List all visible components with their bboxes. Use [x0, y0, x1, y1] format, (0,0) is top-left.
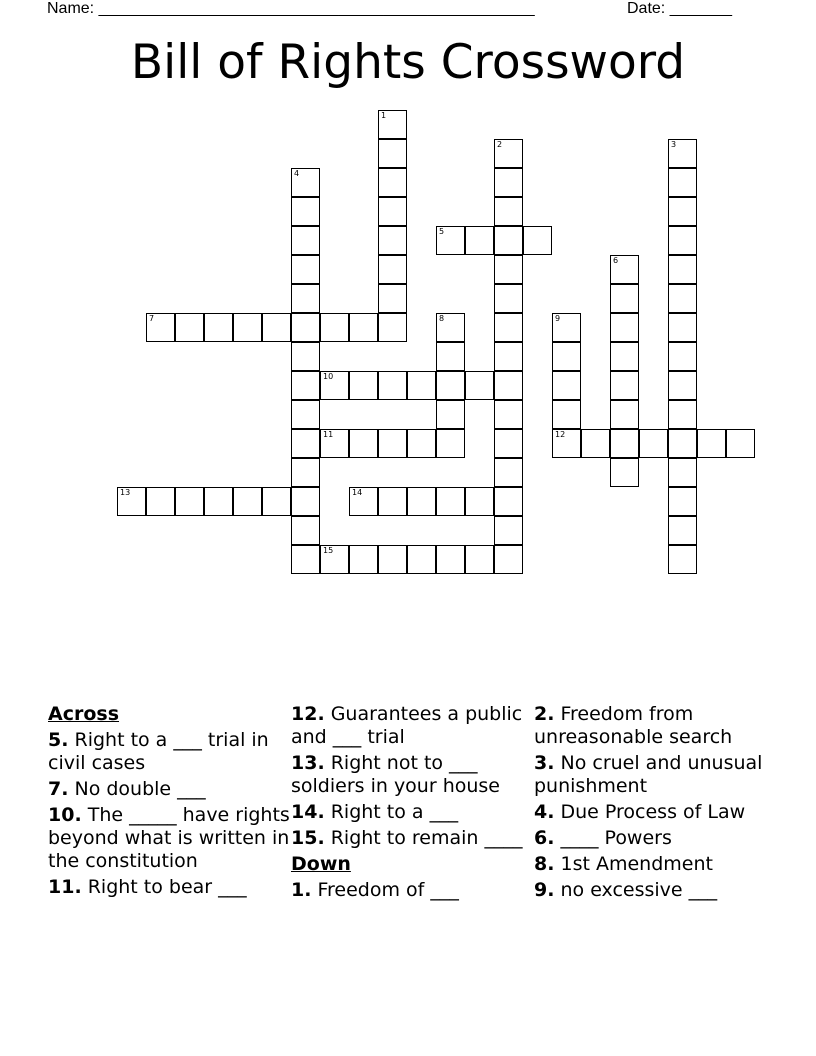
clue-number: 2	[497, 140, 503, 149]
clue-number: 4	[294, 169, 300, 178]
grid-cell[interactable]	[233, 487, 262, 516]
grid-cell[interactable]	[378, 429, 407, 458]
grid-cell[interactable]	[349, 313, 378, 342]
grid-cell[interactable]	[291, 168, 320, 197]
grid-cell[interactable]	[668, 487, 697, 516]
grid-cell[interactable]	[291, 371, 320, 400]
clue-item	[291, 703, 534, 749]
grid-cell[interactable]	[436, 226, 465, 255]
grid-cell[interactable]	[349, 371, 378, 400]
clue-item-number: 14.	[291, 801, 325, 823]
grid-cell[interactable]	[436, 342, 465, 371]
grid-cell[interactable]	[175, 487, 204, 516]
grid-cell[interactable]	[610, 400, 639, 429]
grid-cell[interactable]	[291, 313, 320, 342]
clue-number: 9	[555, 314, 561, 323]
clue-item	[291, 827, 534, 850]
grid-cell[interactable]	[436, 313, 465, 342]
grid-cell[interactable]	[639, 429, 668, 458]
clue-item-number: 11.	[48, 876, 82, 898]
clue-item-text: Guarantees a public and ___ trial	[291, 703, 523, 748]
grid-cell[interactable]	[610, 371, 639, 400]
clue-item-text: Right to a ___	[324, 801, 459, 823]
down-heading: Down	[291, 853, 351, 875]
grid-cell[interactable]	[204, 487, 233, 516]
grid-cell[interactable]	[436, 429, 465, 458]
clue-item	[291, 752, 534, 798]
grid-cell[interactable]	[291, 400, 320, 429]
grid-cell[interactable]	[552, 429, 581, 458]
grid-cell[interactable]	[668, 226, 697, 255]
grid-cell[interactable]	[610, 429, 639, 458]
grid-cell[interactable]	[494, 545, 523, 574]
grid-cell[interactable]	[117, 487, 146, 516]
grid-cell[interactable]	[494, 255, 523, 284]
clue-item-text: ____ Powers	[554, 827, 672, 849]
grid-cell[interactable]	[349, 487, 378, 516]
clue-number: 6	[613, 256, 619, 265]
grid-cell[interactable]	[436, 545, 465, 574]
grid-cell[interactable]	[146, 487, 175, 516]
clue-item-text: Right to remain ____	[324, 827, 523, 849]
clue-item-number: 12.	[291, 703, 325, 725]
grid-cell[interactable]	[146, 313, 175, 342]
clue-item	[534, 879, 777, 902]
grid-cell[interactable]	[494, 516, 523, 545]
clue-item-text: Right to a ___ trial in civil cases	[48, 729, 269, 774]
clue-number: 8	[439, 314, 445, 323]
grid-cell[interactable]	[494, 371, 523, 400]
grid-cell[interactable]	[465, 371, 494, 400]
grid-cell[interactable]	[407, 545, 436, 574]
clue-number: 5	[439, 227, 445, 236]
grid-cell[interactable]	[668, 400, 697, 429]
clue-item	[48, 729, 291, 775]
clue-column-1	[48, 703, 291, 953]
clue-list	[48, 703, 778, 953]
grid-cell[interactable]	[494, 487, 523, 516]
grid-cell[interactable]	[494, 429, 523, 458]
grid-cell[interactable]	[494, 400, 523, 429]
grid-cell[interactable]	[465, 487, 494, 516]
name-field-label: Name: _________________________________________________	[47, 0, 535, 17]
grid-cell[interactable]	[291, 487, 320, 516]
clue-item-number: 10.	[48, 804, 82, 826]
grid-cell[interactable]	[465, 226, 494, 255]
clue-item	[291, 801, 534, 824]
grid-cell[interactable]	[378, 168, 407, 197]
grid-cell[interactable]	[494, 226, 523, 255]
grid-cell[interactable]	[291, 255, 320, 284]
grid-cell[interactable]	[320, 429, 349, 458]
grid-cell[interactable]	[407, 429, 436, 458]
grid-cell[interactable]	[320, 545, 349, 574]
grid-cell[interactable]	[697, 429, 726, 458]
grid-cell[interactable]	[465, 545, 494, 574]
grid-cell[interactable]	[175, 313, 204, 342]
clue-item-number: 8.	[534, 853, 555, 875]
clue-number: 12	[555, 430, 566, 439]
grid-cell[interactable]	[436, 371, 465, 400]
grid-cell[interactable]	[668, 255, 697, 284]
clue-item	[291, 879, 534, 902]
clue-number: 7	[149, 314, 155, 323]
clue-item-text: Right not to ___ soldiers in your house	[291, 752, 500, 797]
clue-item-number: 7.	[48, 778, 69, 800]
grid-cell[interactable]	[291, 342, 320, 371]
grid-cell[interactable]	[610, 458, 639, 487]
clue-item-text: The _____ have rights beyond what is written in the constitution	[48, 804, 290, 872]
grid-cell[interactable]	[378, 197, 407, 226]
grid-cell[interactable]	[291, 458, 320, 487]
grid-cell[interactable]	[204, 313, 233, 342]
grid-cell[interactable]	[291, 226, 320, 255]
clue-number: 15	[323, 546, 334, 555]
page-title: Bill of Rights Crossword	[130, 35, 686, 90]
grid-cell[interactable]	[494, 197, 523, 226]
grid-cell[interactable]	[668, 197, 697, 226]
grid-cell[interactable]	[291, 284, 320, 313]
grid-cell[interactable]	[291, 516, 320, 545]
clue-item-number: 1.	[291, 879, 312, 901]
grid-cell[interactable]	[668, 545, 697, 574]
grid-cell[interactable]	[494, 342, 523, 371]
grid-cell[interactable]	[378, 255, 407, 284]
grid-cell[interactable]	[378, 284, 407, 313]
grid-cell[interactable]	[291, 197, 320, 226]
clue-item	[534, 853, 777, 876]
clue-item-text: Due Process of Law	[554, 801, 746, 823]
clue-item-text: Right to bear ___	[81, 876, 247, 898]
grid-cell[interactable]	[668, 429, 697, 458]
grid-cell[interactable]	[494, 284, 523, 313]
clue-number: 10	[323, 372, 334, 381]
clue-number: 13	[120, 488, 131, 497]
grid-cell[interactable]	[378, 545, 407, 574]
grid-cell[interactable]	[668, 458, 697, 487]
grid-cell[interactable]	[320, 313, 349, 342]
grid-cell[interactable]	[407, 371, 436, 400]
clue-number: 14	[352, 488, 363, 497]
grid-cell[interactable]	[668, 516, 697, 545]
grid-cell[interactable]	[494, 139, 523, 168]
grid-cell[interactable]	[349, 429, 378, 458]
clue-item	[48, 876, 291, 899]
grid-cell[interactable]	[262, 313, 291, 342]
grid-cell[interactable]	[291, 545, 320, 574]
grid-cell[interactable]	[320, 371, 349, 400]
clue-item-text: No cruel and unusual punishment	[534, 752, 763, 797]
grid-cell[interactable]	[552, 371, 581, 400]
clue-item	[48, 804, 291, 873]
grid-cell[interactable]	[494, 168, 523, 197]
grid-cell[interactable]	[552, 342, 581, 371]
across-heading: Across	[48, 703, 120, 725]
date-field-label: Date: _______	[627, 0, 732, 17]
clue-item-number: 3.	[534, 752, 555, 774]
clue-item	[534, 752, 777, 798]
grid-cell[interactable]	[378, 110, 407, 139]
clue-number: 1	[381, 111, 387, 120]
grid-cell[interactable]	[610, 255, 639, 284]
grid-cell[interactable]	[668, 168, 697, 197]
grid-cell[interactable]	[668, 313, 697, 342]
grid-cell[interactable]	[349, 545, 378, 574]
clue-item-number: 5.	[48, 729, 69, 751]
clue-item	[48, 778, 291, 801]
grid-cell[interactable]	[378, 139, 407, 168]
grid-cell[interactable]	[436, 487, 465, 516]
grid-cell[interactable]	[610, 342, 639, 371]
grid-cell[interactable]	[726, 429, 755, 458]
grid-cell[interactable]	[262, 487, 291, 516]
grid-cell[interactable]	[378, 487, 407, 516]
grid-cell[interactable]	[552, 313, 581, 342]
grid-cell[interactable]	[378, 371, 407, 400]
clue-column-2	[291, 703, 534, 953]
clue-number: 3	[671, 140, 677, 149]
grid-cell[interactable]	[407, 487, 436, 516]
clue-item	[534, 703, 777, 749]
grid-cell[interactable]	[291, 429, 320, 458]
grid-cell[interactable]	[668, 284, 697, 313]
clue-item-text: 1st Amendment	[554, 853, 713, 875]
grid-cell[interactable]	[552, 400, 581, 429]
grid-cell[interactable]	[668, 342, 697, 371]
grid-cell[interactable]	[378, 313, 407, 342]
grid-cell[interactable]	[436, 400, 465, 429]
clue-item-text: no excessive ___	[554, 879, 718, 901]
grid-cell[interactable]	[494, 313, 523, 342]
grid-cell[interactable]	[523, 226, 552, 255]
clue-item-number: 9.	[534, 879, 555, 901]
clue-column-3	[534, 703, 777, 953]
clue-item	[534, 801, 777, 824]
clue-item-number: 15.	[291, 827, 325, 849]
grid-cell[interactable]	[581, 429, 610, 458]
grid-cell[interactable]	[494, 458, 523, 487]
grid-cell[interactable]	[668, 371, 697, 400]
clue-item-number: 6.	[534, 827, 555, 849]
clue-item-number: 4.	[534, 801, 555, 823]
clue-number: 11	[323, 430, 334, 439]
clue-item-text: No double ___	[68, 778, 206, 800]
grid-cell[interactable]	[378, 226, 407, 255]
grid-cell[interactable]	[233, 313, 262, 342]
clue-item-number: 2.	[534, 703, 555, 725]
clue-item	[534, 827, 777, 850]
clue-item-number: 13.	[291, 752, 325, 774]
grid-cell[interactable]	[610, 284, 639, 313]
clue-item-text: Freedom from unreasonable search	[534, 703, 733, 748]
grid-cell[interactable]	[610, 313, 639, 342]
clue-item-text: Freedom of ___	[311, 879, 459, 901]
grid-cell[interactable]	[668, 139, 697, 168]
